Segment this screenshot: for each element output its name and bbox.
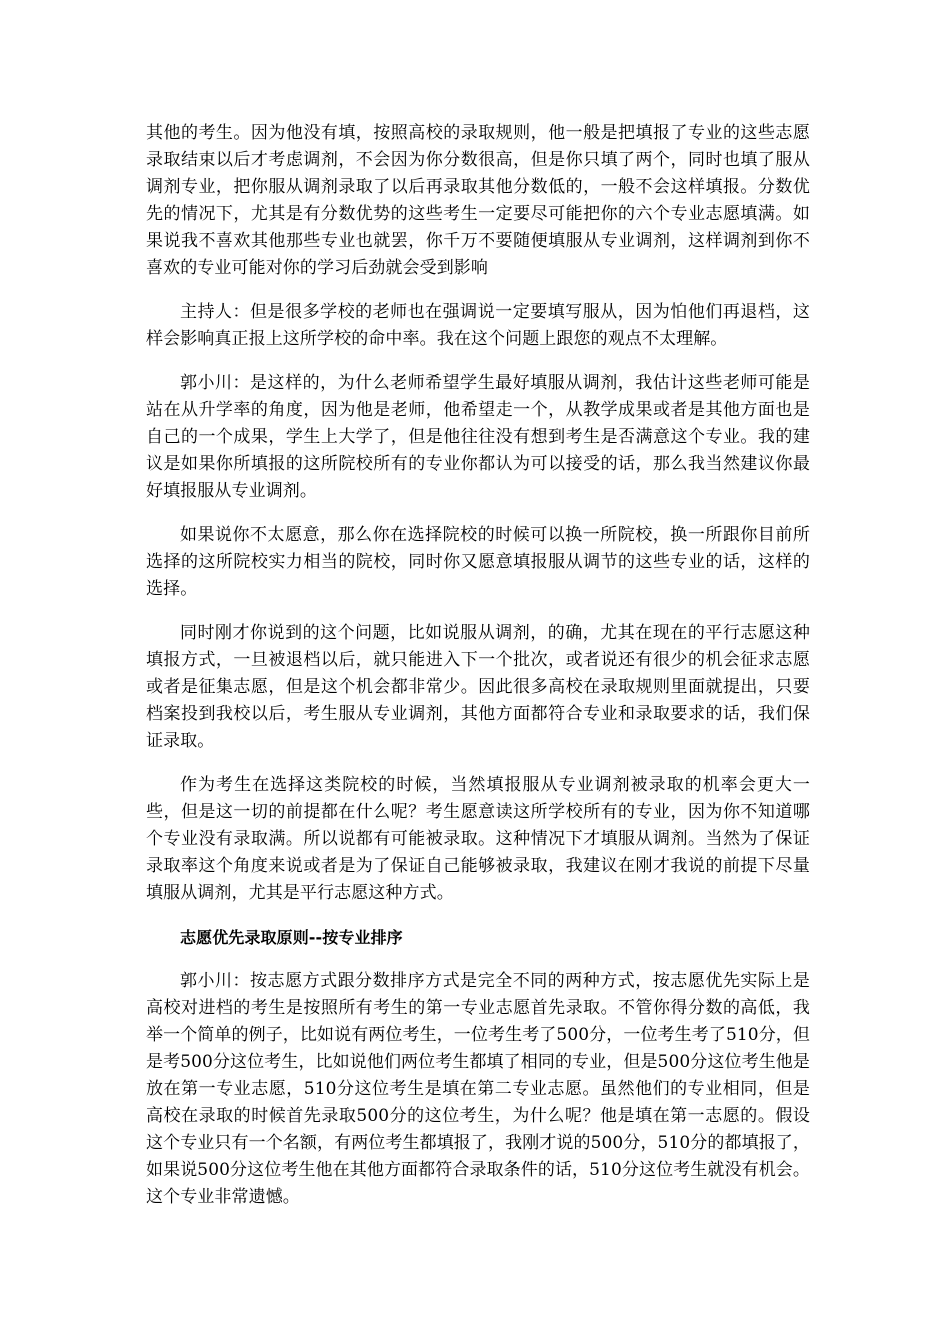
document-page (146, 120, 810, 1228)
section-heading: 志愿优先录取原则--按专业排序 (180, 928, 403, 947)
paragraph-host-question: 主持人：但是很多学校的老师也在强调说一定要填写服从，因为怕他们再退档，这样会影响真正报上这所学校的命中率。我在这个问题上跟您的观点不太理解。 (146, 302, 810, 349)
paragraph-continuation: 其他的考生。因为他没有填，按照高校的录取规则，他一般是把填报了专业的这些志愿录取结束以后才考虑调剂，不会因为你分数很高，但是你只填了两个，同时也填了服从调剂专业，把你服从调剂录取了以后再录取其他分数低的，一般不会这样填报。分数优先的情况下，尤其是有分数优势的这些考生一定要尽可能把你的六个专业志愿填满。如果说我不喜欢其他那些专业也就罢，你千万不要随便填服从专业调剂，这样调剂到你不喜欢的专业可能对你的学习后劲就会受到影响 (146, 123, 810, 278)
paragraph-guo-answer: 郭小川：是这样的，为什么老师希望学生最好填服从调剂，我估计这些老师可能是站在从升学率的角度，因为他是老师，他希望走一个，从教学成果或者是其他方面也是自己的一个成果，学生上大学了，但是他往往没有想到考生是否满意这个专业。我的建议是如果你所填报的这所院校所有的专业你都认为可以接受的话，那么我当然建议你最好填报服从专业调剂。 (146, 373, 810, 501)
paragraph-alternative-choice: 如果说你不太愿意，那么你在选择院校的时候可以换一所院校，换一所跟你目前所选择的这所院校实力相当的院校，同时你又愿意填报服从调节的这些专业的话，这样的选择。 (146, 525, 810, 599)
paragraph-volunteer-priority: 郭小川：按志愿方式跟分数排序方式是完全不同的两种方式，按志愿优先实际上是高校对进档的考生是按照所有考生的第一专业志愿首先录取。不管你得分数的高低，我举一个简单的例子，比如说有两位考生，一位考生考了500分，一位考生考了510分，但是考500分这位考生，比如说他们两位考生都填了相同的专业，但是500分这位考生他是放在第一专业志愿，510分这位考生是填在第二专业志愿。虽然他们的专业相同，但是高校在录取的时候首先录取500分的这位考生，为什么呢？他是填在第一志愿的。假设这个专业只有一个名额，有两位考生都填报了，我刚才说的500分，510分的都填报了，如果说500分这位考生他在其他方面都符合录取条件的话，510分这位考生就没有机会。这个专业非常遗憾。 (146, 971, 810, 1207)
paragraph-candidate-advice: 作为考生在选择这类院校的时候，当然填报服从专业调剂被录取的机率会更大一些，但是这一切的前提都在什么呢？考生愿意读这所学校所有的专业，因为你不知道哪个专业没有录取满。所以说都有可能被录取。这种情况下才填服从调剂。当然为了保证录取率这个角度来说或者是为了保证自己能够被录取，我建议在刚才我说的前提下尽量填服从调剂，尤其是平行志愿这种方式。 (146, 775, 810, 903)
paragraph-parallel-volunteer: 同时刚才你说到的这个问题，比如说服从调剂，的确，尤其在现在的平行志愿这种填报方式，一旦被退档以后，就只能进入下一个批次，或者说还有很少的机会征求志愿或者是征集志愿，但是这个机会都非常少。因此很多高校在录取规则里面就提出，只要档案投到我校以后，考生服从专业调剂，其他方面都符合专业和录取要求的话，我们保证录取。 (146, 623, 810, 751)
